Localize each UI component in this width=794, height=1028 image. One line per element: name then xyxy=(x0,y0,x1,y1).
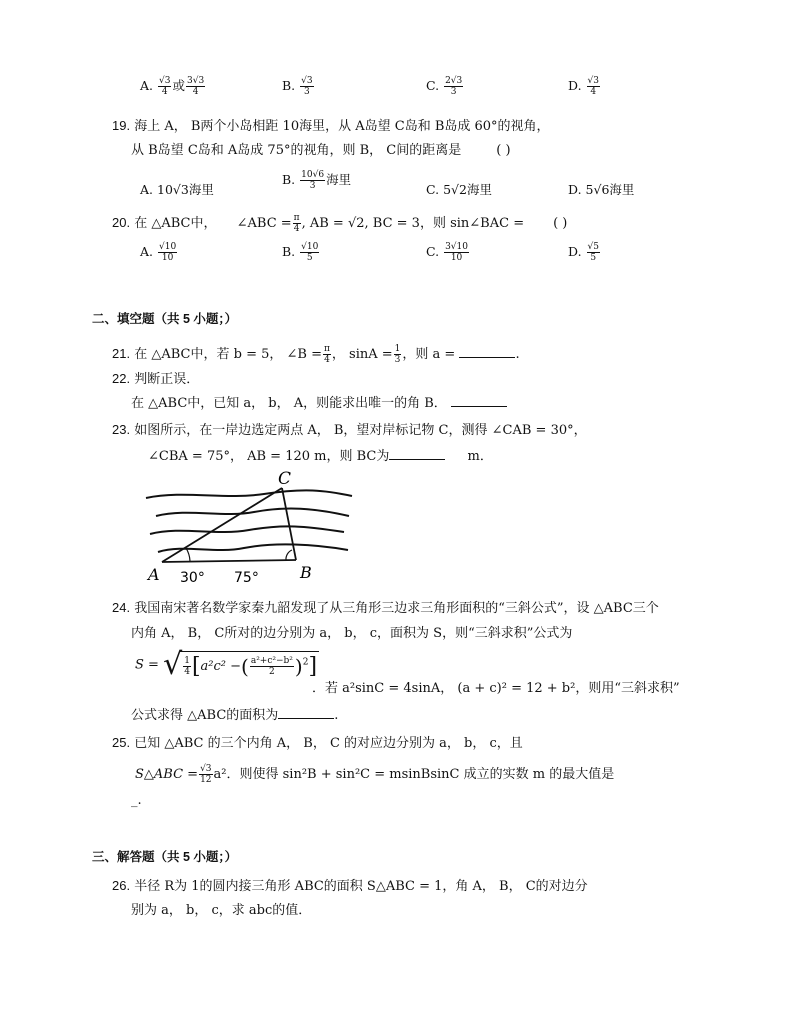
question-number: 23. xyxy=(112,422,131,437)
question-text: ∠CBA = 75°， AB = 120 m，则 BC为 xyxy=(148,449,390,464)
option-text: 5√2海里 xyxy=(443,182,492,197)
option-label: D. xyxy=(568,78,582,93)
question-number: 19. xyxy=(112,118,131,133)
q25-line-3 xyxy=(131,792,142,810)
paren-open: ( xyxy=(241,654,249,679)
question-text: , AB = √2, BC = 3，则 sin∠BAC = xyxy=(301,216,525,231)
denominator: 3 xyxy=(450,87,457,97)
question-number: 24. xyxy=(112,600,131,615)
fraction xyxy=(323,344,331,365)
question-text: 我国南宋著名数学家秦九韶发现了从三角形三边求三角形面积的“三斜公式”，设 △ABC三个 xyxy=(134,601,659,616)
question-text: 已知 △ABC 的三个内角 A， B， C 的对应边分别为 a， b， c，且 xyxy=(134,736,523,751)
fraction xyxy=(199,764,212,785)
denominator: 4 xyxy=(184,667,190,677)
numerator: 3√10 xyxy=(445,242,468,252)
option-label: B. xyxy=(282,244,296,259)
formula-term: a²c² − xyxy=(200,659,242,674)
answer-paren: ( ) xyxy=(553,216,568,231)
option-label: A. xyxy=(140,78,154,93)
question-text: 海上 A， B两个小岛相距 10海里，从 A岛望 C岛和 B岛成 60°的视角， xyxy=(134,119,550,134)
area-symbol: S△ABC = xyxy=(135,767,199,782)
answer-paren: ( ) xyxy=(496,143,511,158)
sqrt-sign: √ xyxy=(163,647,183,682)
denominator: 5 xyxy=(306,253,313,263)
numerator: 1 xyxy=(184,656,190,666)
q18-option-d xyxy=(568,76,601,97)
denominator: 4 xyxy=(293,224,300,234)
numerator: √5 xyxy=(587,242,600,252)
question-text: a²．则使得 sin²B + sin²C = msinBsinC 成立的实数 m 的最大值是 xyxy=(213,767,615,782)
q20-line xyxy=(112,213,578,234)
label-a: A xyxy=(148,565,160,584)
answer-blank[interactable] xyxy=(278,706,334,719)
three-slope-formula xyxy=(135,648,319,688)
question-text: 在 △ABC中，已知 a， b， A，则能求出唯一的角 B． xyxy=(131,396,447,411)
answer-blank[interactable] xyxy=(451,394,507,407)
fraction xyxy=(587,242,600,263)
fraction xyxy=(394,344,402,365)
fraction xyxy=(300,76,313,97)
fraction xyxy=(158,76,171,97)
q24-line-4 xyxy=(131,706,338,725)
option-label: C. xyxy=(426,244,440,259)
question-number: 25. xyxy=(112,735,131,750)
q20-option-b xyxy=(282,242,320,263)
denominator: 4 xyxy=(590,87,597,97)
question-number: 21. xyxy=(112,346,131,361)
question-text: 公式求得 △ABC的面积为 xyxy=(131,708,279,723)
question-number: 20. xyxy=(112,215,131,230)
angle-arc-b xyxy=(286,550,292,560)
numerator: √10 xyxy=(159,242,177,252)
angle-label-a: 30° xyxy=(180,570,205,586)
denominator: 4 xyxy=(161,87,168,97)
question-number: 26. xyxy=(112,878,131,893)
question-text: 如图所示，在一岸边选定两点 A， B，望对岸标记物 C，测得 ∠CAB = 30°， xyxy=(134,423,587,438)
q22-line-1 xyxy=(112,370,199,389)
option-text: 5√6海里 xyxy=(585,182,635,197)
question-text: 在 △ABC中，若 b = 5， ∠B = xyxy=(134,347,322,362)
numerator: π xyxy=(293,213,300,223)
question-text: _. xyxy=(131,793,142,808)
q21-line xyxy=(112,344,520,365)
fraction xyxy=(444,76,463,97)
section-title: 二、填空题（共 5 小题；） xyxy=(92,312,238,326)
q24-line-3 xyxy=(312,680,680,698)
question-text: 在 △ABC中， xyxy=(134,216,217,231)
denominator: 5 xyxy=(590,253,597,263)
option-label: C. xyxy=(426,182,440,197)
q25-line-2 xyxy=(135,764,614,785)
fraction xyxy=(444,242,469,263)
q26-line-1 xyxy=(112,877,588,896)
option-label: B. xyxy=(282,78,296,93)
q19-line-2 xyxy=(131,142,521,160)
fraction xyxy=(300,242,319,263)
q18-option-c xyxy=(426,76,464,97)
fraction xyxy=(300,170,325,191)
fraction xyxy=(158,242,177,263)
bracket-open: [ xyxy=(191,654,201,679)
side-bc xyxy=(282,488,296,560)
question-text: 内角 A， B， C所对的边分别为 a， b， c，面积为 S，则“三斜求积”公式为 xyxy=(131,626,573,641)
q24-line-2 xyxy=(131,625,572,643)
numerator: √10 xyxy=(301,242,319,252)
numerator: 1 xyxy=(394,344,401,354)
numerator: a²+c²−b² xyxy=(250,656,293,666)
river-wave-line xyxy=(156,509,349,516)
numerator: π xyxy=(323,344,330,354)
question-text: 从 B岛望 C岛和 A岛成 75°的视角，则 B， C间的距离是 xyxy=(131,143,462,158)
angle-expr: ∠ABC = xyxy=(236,216,292,231)
option-label: C. xyxy=(426,78,440,93)
fraction xyxy=(250,656,294,677)
label-b: B xyxy=(300,563,312,582)
fraction xyxy=(186,76,205,97)
numerator: 2√3 xyxy=(445,76,463,86)
option-text: 10√3海里 xyxy=(157,182,214,197)
q25-line-1 xyxy=(112,734,523,753)
river-wave-line xyxy=(146,490,352,498)
denominator: 10 xyxy=(161,253,174,263)
q20-option-a xyxy=(140,242,178,263)
q20-option-d xyxy=(568,242,601,263)
question-text: ．若 a²sinC = 4sinA， (a + c)² = 12 + b²，则用“三斜求积” xyxy=(312,681,680,696)
answer-blank[interactable] xyxy=(389,447,445,460)
option-label: A. xyxy=(140,182,154,197)
angle-label-b: 75° xyxy=(234,570,259,586)
numerator: √3 xyxy=(587,76,600,86)
q19-option-d xyxy=(568,180,634,198)
denominator: 12 xyxy=(200,775,212,785)
denominator: 3 xyxy=(304,87,310,97)
numerator: √3 xyxy=(301,76,313,86)
river-wave-line xyxy=(150,526,344,534)
option-suffix: 海里 xyxy=(326,172,352,187)
period: . xyxy=(515,347,520,362)
numerator: √3 xyxy=(159,76,171,86)
or-text: 或 xyxy=(172,78,185,93)
question-text: ， sinA = xyxy=(331,347,393,362)
option-label: D. xyxy=(568,182,582,197)
formula-lhs: S = xyxy=(135,657,159,673)
answer-blank[interactable] xyxy=(459,345,515,358)
question-text: ，则 a = xyxy=(402,347,456,362)
q18-option-a xyxy=(140,76,206,97)
triangle-river-figure xyxy=(144,470,356,586)
q19-option-a xyxy=(140,180,214,198)
q23-line-1 xyxy=(112,421,587,440)
paren-close: ) xyxy=(294,654,303,679)
q20-option-c xyxy=(426,242,470,263)
denominator: 10 xyxy=(450,253,463,263)
numerator: 3√3 xyxy=(186,76,205,86)
label-c: C xyxy=(278,470,292,489)
side-ab xyxy=(162,560,296,562)
section-title: 三、解答题（共 5 小题；） xyxy=(92,850,238,864)
q26-line-2 xyxy=(131,902,311,920)
option-label: B. xyxy=(282,172,296,187)
fraction xyxy=(587,76,600,97)
numerator: 10√6 xyxy=(301,170,325,180)
question-number: 22. xyxy=(112,371,131,386)
denominator: 3 xyxy=(394,355,401,365)
option-label: A. xyxy=(140,244,154,259)
numerator: √3 xyxy=(200,764,212,774)
q24-line-1 xyxy=(112,599,659,618)
fraction xyxy=(183,656,191,677)
question-text: 判断正误． xyxy=(134,372,200,387)
sqrt-body xyxy=(180,651,319,679)
q19-option-c xyxy=(426,180,492,198)
exponent: 2 xyxy=(302,657,309,668)
q18-option-b xyxy=(282,76,315,97)
angle-arc-a xyxy=(186,548,190,561)
q19-line-1 xyxy=(112,117,550,136)
denominator: 2 xyxy=(269,667,275,677)
q23-line-2 xyxy=(148,447,493,466)
option-label: D. xyxy=(568,244,582,259)
denominator: 4 xyxy=(324,355,330,365)
denominator: 4 xyxy=(192,87,199,97)
q19-option-b xyxy=(282,170,351,191)
denominator: 3 xyxy=(309,181,316,191)
unit-text: m． xyxy=(467,449,493,464)
period: . xyxy=(334,708,339,723)
side-ac xyxy=(162,488,282,562)
fraction xyxy=(293,213,301,234)
question-text: 半径 R为 1的圆内接三角形 ABC的面积 S△ABC = 1，角 A， B， C的对边分 xyxy=(134,879,588,894)
bracket-close: ] xyxy=(308,654,318,679)
question-text: 别为 a， b， c，求 abc的值． xyxy=(131,903,312,918)
q22-line-2 xyxy=(131,394,507,413)
